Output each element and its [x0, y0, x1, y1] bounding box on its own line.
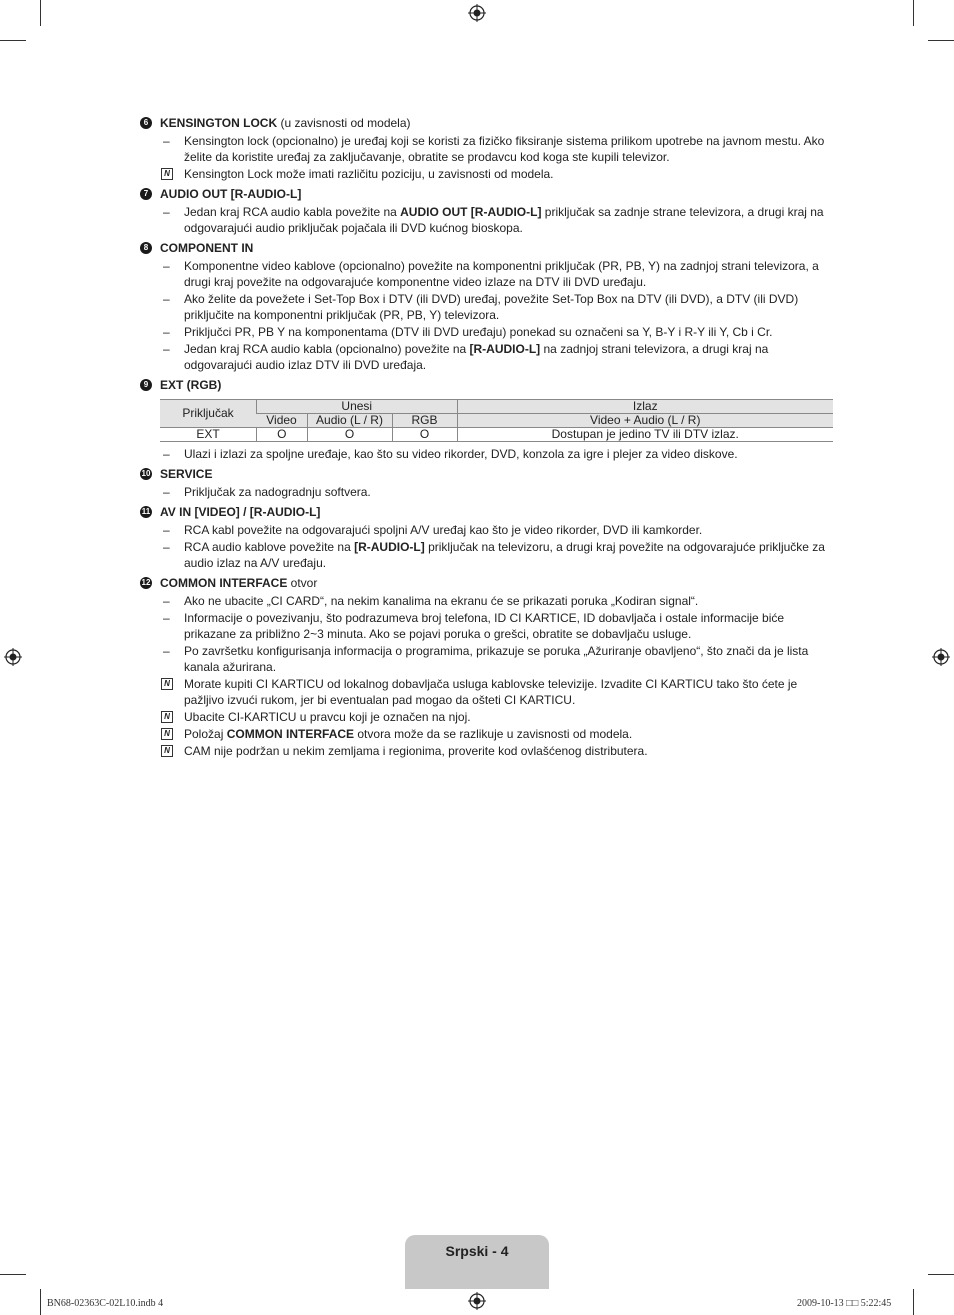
- list-item: [140, 643, 836, 675]
- crop-mark: [928, 1274, 954, 1275]
- table-subheader-rgb: RGB: [392, 414, 457, 428]
- table-subheader-video: Video: [257, 414, 308, 428]
- section-number-icon: 11: [141, 507, 151, 516]
- crop-mark: [913, 0, 914, 26]
- table-cell: Dostupan je jedino TV ili DTV izlaz.: [457, 428, 833, 442]
- section-number-icon: 9: [140, 379, 152, 391]
- note-item: [140, 166, 836, 182]
- item-text: priključak na televizoru, a drugi kraj povežite na odgovarajuće priključke za audio izlaz na A/V uređaju.: [184, 540, 825, 570]
- item-text: na zadnjoj strani televizora, a drugi kraj na odgovarajući audio izlaz DTV ili DVD uređaja.: [184, 342, 769, 372]
- list-item: [140, 258, 836, 290]
- item-text: CAM nije podržan u nekim zemljama i regionima, proverite kod ovlašćenog distributera.: [184, 744, 648, 758]
- section-title: EXT (RGB): [160, 378, 222, 392]
- dash-icon: –: [163, 325, 170, 339]
- note-item: [140, 676, 836, 708]
- dash-icon: –: [163, 594, 170, 608]
- list-item: [140, 446, 836, 462]
- section-number-icon: 6: [140, 117, 152, 129]
- note-icon: N: [161, 728, 173, 740]
- table-cell: O: [257, 428, 308, 442]
- section-heading: [140, 575, 836, 591]
- section-heading: [140, 466, 836, 482]
- section-title: COMPONENT IN: [160, 241, 254, 255]
- manual-content: [140, 111, 836, 760]
- page-label: Srpski - 4: [445, 1243, 509, 1259]
- table-cell: O: [307, 428, 392, 442]
- table-cell: O: [392, 428, 457, 442]
- note-item: [140, 743, 836, 759]
- section-title: COMMON INTERFACE: [160, 576, 288, 590]
- item-text: Ako želite da povežete i Set-Top Box i DTV (ili DVD) uređaj, povežite Set-Top Box na DTV (ili DVD), a DTV (ili DVD) priključite na komponentni priključak (PR, PB, Y) televizora.: [184, 292, 799, 322]
- dash-icon: –: [163, 447, 170, 461]
- registration-mark-icon: [4, 648, 22, 666]
- item-text: RCA audio kablove povežite na: [184, 540, 355, 554]
- registration-mark-icon: [468, 4, 486, 22]
- list-item: [140, 484, 836, 500]
- dash-icon: –: [163, 540, 170, 554]
- section-title: AUDIO OUT [R-AUDIO-L]: [160, 187, 302, 201]
- note-item: [140, 709, 836, 725]
- section-number-icon: 8: [140, 242, 152, 254]
- note-icon: N: [161, 678, 173, 690]
- item-text: Kensington Lock može imati različitu poziciju, u zavisnosti od modela.: [184, 167, 554, 181]
- section-heading: [140, 377, 836, 393]
- print-slug-timestamp: 2009-10-13 □□ 5:22:45: [797, 1298, 892, 1309]
- section-title: KENSINGTON LOCK: [160, 116, 278, 130]
- crop-mark: [40, 1289, 41, 1315]
- table-cell: EXT: [160, 428, 257, 442]
- list-item: [140, 133, 836, 165]
- item-text: priključak sa zadnje strane televizora, a drugi kraj na odgovarajući audio priključak pojačala ili DVD kućnog bioskopa.: [184, 205, 824, 235]
- item-text: Komponentne video kablove (opcionalno) povežite na komponentni priključak (PR, PB, Y) na zadnjoj strani televizora, a drugi kraj povežite na odgovarajuće komponentne video izlaze na DTV ili DVD uređaju.: [184, 259, 819, 289]
- section-heading: [140, 115, 836, 131]
- section-title-suffix: otvor: [287, 576, 318, 590]
- dash-icon: –: [163, 523, 170, 537]
- page-number-tab: [405, 1235, 549, 1289]
- item-text: Morate kupiti CI KARTICU od lokalnog dobavljača usluga kablovske televizije. Izvadite CI KARTICU tako što ćete je pažljivo izvući rukom, jer bi eventualan pad mogao da ošteti CI KARTICU.: [184, 677, 798, 707]
- dash-icon: –: [163, 292, 170, 306]
- item-text: RCA kabl povežite na odgovarajući spoljni A/V uređaj kao što je video rikorder, DVD ili kamkorder.: [184, 523, 703, 537]
- crop-mark: [0, 1274, 26, 1275]
- section-heading: [140, 504, 836, 520]
- crop-mark: [928, 40, 954, 41]
- note-item: [140, 726, 836, 742]
- section-number-icon: 12: [141, 578, 151, 587]
- table-header-unesi: Unesi: [257, 400, 458, 414]
- dash-icon: –: [163, 342, 170, 356]
- note-icon: N: [161, 711, 173, 723]
- note-icon: N: [161, 745, 173, 757]
- section-title-suffix: (u zavisnosti od modela): [277, 116, 411, 130]
- section-number-icon: 7: [140, 188, 152, 200]
- item-text: Informacije o povezivanju, što podrazumeva broj telefona, ID CI KARTICE, ID dobavljača i ostale informacije biće prikazane za približno 2~3 minuta. Ako se pojavi poruka o grešci, obratite se dobavljaču usluge.: [184, 611, 785, 641]
- section-heading: [140, 240, 836, 256]
- item-text: otvora može da se razlikuje u zavisnosti od modela.: [354, 727, 633, 741]
- dash-icon: –: [163, 259, 170, 273]
- table-subheader-audio: Audio (L / R): [307, 414, 392, 428]
- item-bold-text: AUDIO OUT [R-AUDIO-L]: [400, 205, 542, 219]
- section-title: AV IN [VIDEO] / [R-AUDIO-L]: [160, 505, 321, 519]
- registration-mark-icon: [468, 1292, 486, 1310]
- table-subheader-out: Video + Audio (L / R): [457, 414, 833, 428]
- item-text: Ako ne ubacite „CI CARD“, na nekim kanalima na ekranu će se prikazati poruka „Kodiran signal“.: [184, 594, 699, 608]
- crop-mark: [40, 0, 41, 26]
- list-item: [140, 291, 836, 323]
- item-bold-text: COMMON INTERFACE: [226, 727, 355, 741]
- list-item: [140, 522, 836, 538]
- ext-connection-table: [160, 399, 833, 442]
- item-text: Jedan kraj RCA audio kabla povežite na: [184, 205, 401, 219]
- section-heading: [140, 186, 836, 202]
- dash-icon: –: [163, 611, 170, 625]
- dash-icon: –: [163, 205, 170, 219]
- list-item: [140, 539, 836, 571]
- dash-icon: –: [163, 485, 170, 499]
- table-row: [160, 428, 833, 442]
- dash-icon: –: [163, 134, 170, 148]
- crop-mark: [913, 1289, 914, 1315]
- note-icon: N: [161, 168, 173, 180]
- item-text: Jedan kraj RCA audio kabla (opcionalno) povežite na: [184, 342, 470, 356]
- dash-icon: –: [163, 644, 170, 658]
- registration-mark-icon: [932, 648, 950, 666]
- list-item: [140, 610, 836, 642]
- item-text: Ulazi i izlazi za spoljne uređaje, kao što su video rikorder, DVD, konzola za igre i plejer za video diskove.: [184, 447, 738, 461]
- item-text: Priključak za nadogradnju softvera.: [184, 485, 371, 499]
- section-title: SERVICE: [160, 467, 213, 481]
- item-text: Položaj: [184, 727, 227, 741]
- item-text: Priključci PR, PB Y na komponentama (DTV ili DVD uređaju) ponekad su označeni sa Y, B-Y i R-Y ili Y, Cb i Cr.: [184, 325, 773, 339]
- item-bold-text: [R-AUDIO-L]: [469, 342, 541, 356]
- list-item: [140, 341, 836, 373]
- item-bold-text: [R-AUDIO-L]: [354, 540, 425, 554]
- table-header-prikljucak: Priključak: [160, 400, 257, 428]
- section-number-icon: 10: [141, 469, 151, 478]
- item-text: Ubacite CI-KARTICU u pravcu koji je označen na njoj.: [184, 710, 471, 724]
- list-item: [140, 204, 836, 236]
- list-item: [140, 324, 836, 340]
- list-item: [140, 593, 836, 609]
- table-header-izlaz: Izlaz: [457, 400, 833, 414]
- item-text: Kensington lock (opcionalno) je uređaj koji se koristi za fizičko fiksiranje sistema prilikom upotrebe na javnom mestu. Ako želite da koristite uređaj za zaključavanje, obratite se prodavcu kod koga ste kupili televizor.: [184, 134, 825, 164]
- crop-mark: [0, 40, 26, 41]
- print-slug-file: BN68-02363C-02L10.indb 4: [47, 1298, 164, 1309]
- item-text: Po završetku konfigurisanja informacija o programima, prikazuje se poruka „Ažuriranje obavljeno“, što znači da je lista kanala ažurirana.: [184, 644, 809, 674]
